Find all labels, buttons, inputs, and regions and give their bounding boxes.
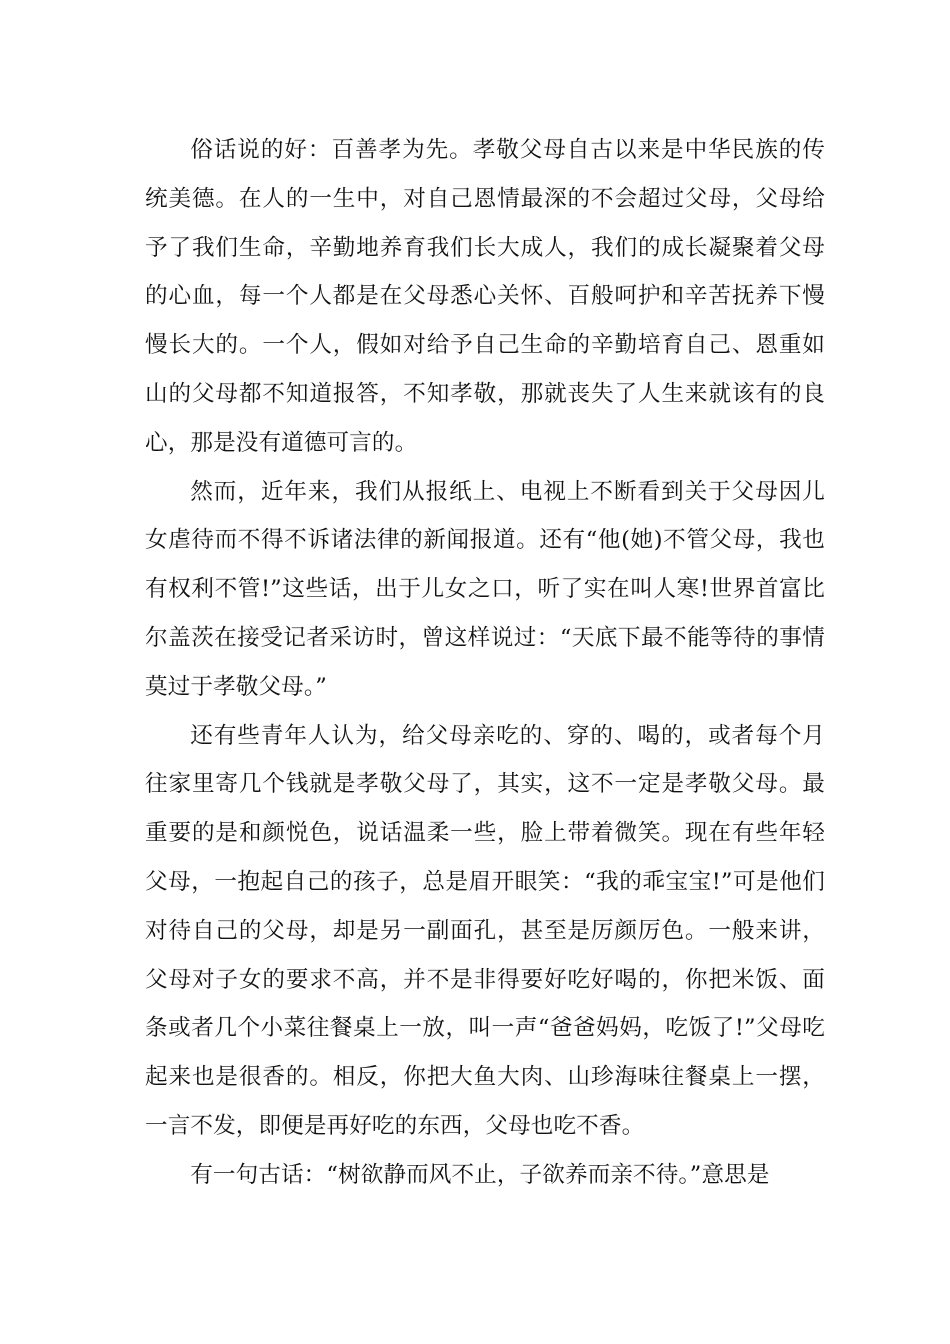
paragraph-3: 还有些青年人认为，给父母亲吃的、穿的、喝的，或者每个月往家里寄几个钱就是孝敬父母了，其实，这不一定是孝敬父母。最重要的是和颜悦色，说话温柔一些，脸上带着微笑。现在有些年轻父母，一抱起自己的孩子，总是眉开眼笑：“我的乖宝宝!”可是他们对待自己的父母，却是另一副面孔，甚至是厉颜厉色。一般来讲，父母对子女的要求不高，并不是非得要好吃好喝的，你把米饭、面条或者几个小菜往餐桌上一放，叫一声“爸爸妈妈，吃饭了!”父母吃起来也是很香的。相反，你把大鱼大肉、山珍海味往餐桌上一摆，一言不发，即便是再好吃的东西，父母也吃不香。: [145, 722, 825, 1139]
paragraph-1: 俗话说的好：百善孝为先。孝敬父母自古以来是中华民族的传统美德。在人的一生中，对自己恩情最深的不会超过父母，父母给予了我们生命，辛勤地养育我们长大成人，我们的成长凝聚着父母的心血，每一个人都是在父母悉心关怀、百般呵护和辛苦抚养下慢慢长大的。一个人，假如对给予自己生命的辛勤培育自己、恩重如山的父母都不知道报答，不知孝敬，那就丧失了人生来就该有的良心，那是没有道德可言的。: [145, 137, 825, 456]
document-body: [145, 126, 825, 1200]
paragraph-4: 有一句古话：“树欲静而风不止，子欲养而亲不待。”意思是: [190, 1161, 770, 1188]
paragraph-2: 然而，近年来，我们从报纸上、电视上不断看到关于父母因儿女虐待而不得不诉诸法律的新闻报道。还有“他(她)不管父母，我也有权利不管!”这些话，出于儿女之口，听了实在叫人寒!世界首富比尔盖茨在接受记者采访时，曾这样说过：“天底下最不能等待的事情莫过于孝敬父母。”: [145, 478, 825, 700]
